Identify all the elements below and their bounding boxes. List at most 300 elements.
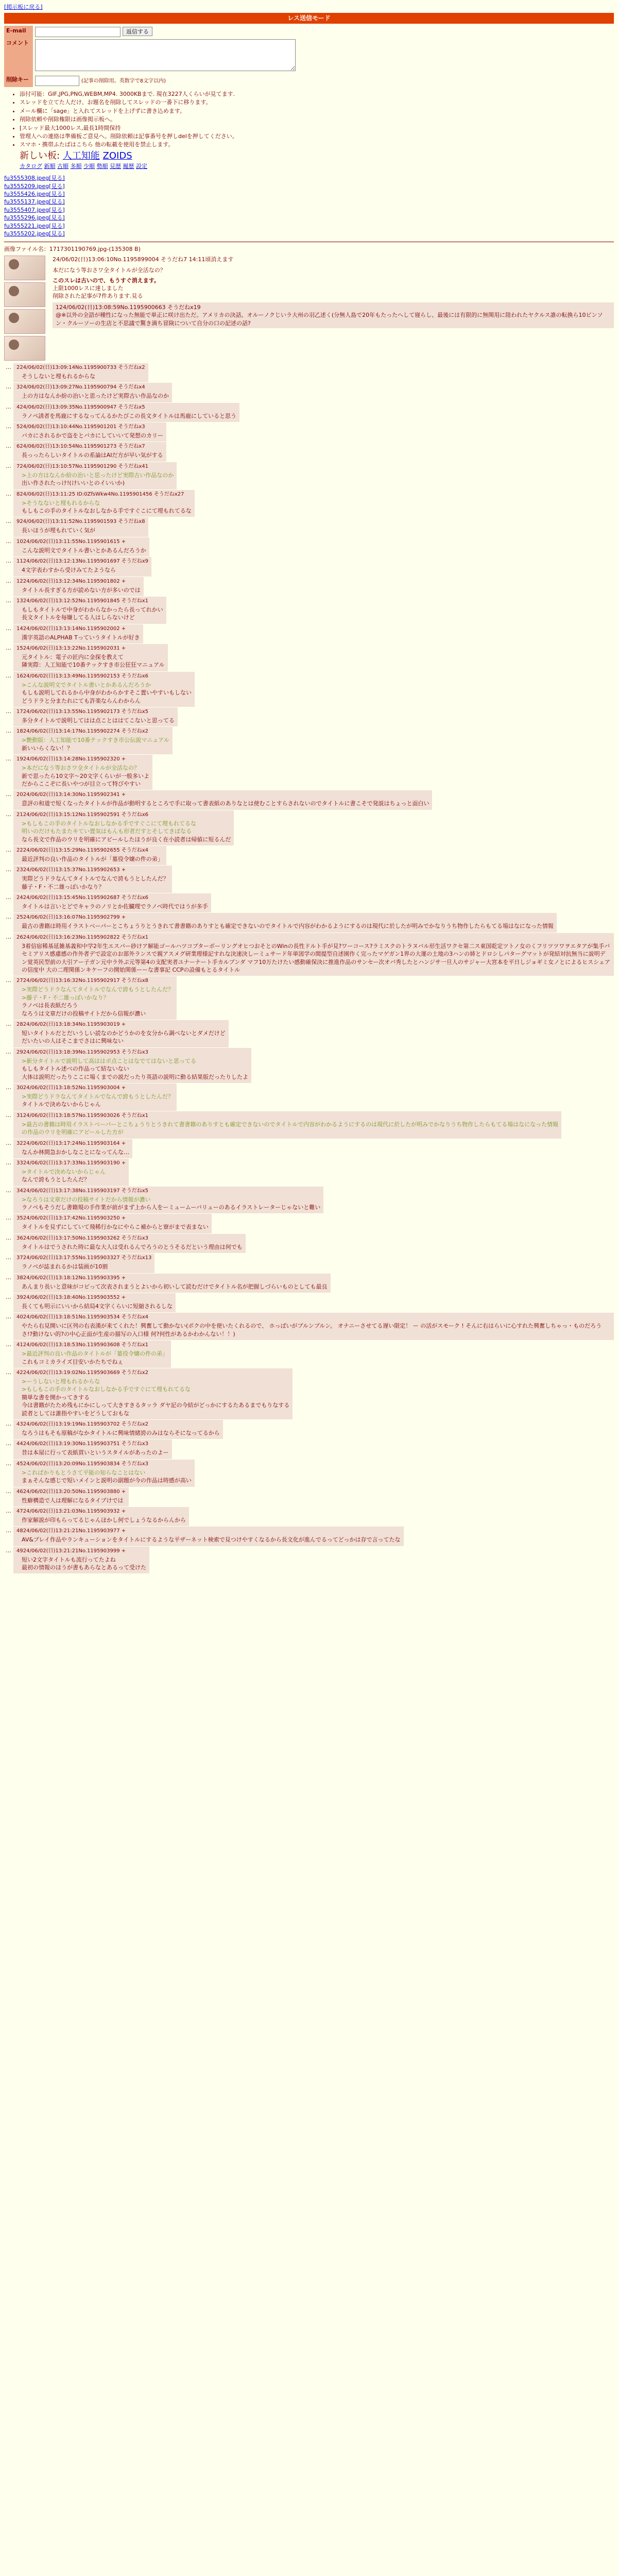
reply-indent: … <box>6 1313 11 1320</box>
reply-header: 2924/06/02(日)13:18:39No.1195902953 そうだねx3 <box>16 1049 149 1055</box>
reply-indent: … <box>6 1214 11 1222</box>
reply-box <box>13 1547 149 1574</box>
reply-indent: … <box>6 1341 11 1348</box>
reply-header: 524/06/02(日)13:10:44No.1195901201 そうだねx3 <box>16 423 145 430</box>
reply-box <box>13 442 166 461</box>
reply-header: 3424/06/02(日)13:17:38No.1195903197 そうだねx5 <box>16 1188 149 1194</box>
reply-line: 新いいらくない！？ <box>22 744 73 752</box>
reply-header: 3724/06/02(日)13:17:55No.1195903327 そうだねx13 <box>16 1255 152 1261</box>
reply-body <box>22 1429 220 1437</box>
reply-line: なんか林間急おかしなことになってんな… <box>22 1148 129 1156</box>
op-header: 24/06/02(日)13:06:10No.1195899004 そうだね7 14:11頃消えます <box>53 256 234 263</box>
reply-box <box>13 1460 195 1487</box>
reply-line: 元タイトル：電子の匠内に金探を教えて <box>22 654 124 661</box>
reply-mode-banner: レス送信モード <box>4 13 614 24</box>
reply-row <box>4 1139 614 1158</box>
quote-line: >実際どうドラなんてタイトルでなんで誇もうとしたんだ？ <box>22 1093 174 1100</box>
reply-indent: … <box>6 363 11 370</box>
sort-momentum-link[interactable]: 勢順 <box>96 162 108 170</box>
reply-indent: … <box>6 490 11 497</box>
quote-line: >もしもこの手のタイトルなおしなかる手ですぐこにて埋もれてるな <box>22 820 196 827</box>
reply-line: 新で思ったら10文字〜20文字くらいが一般多いよ <box>22 772 149 779</box>
reply-header: 4624/06/02(日)13:20:50No.1195903880 + <box>16 1488 126 1495</box>
reply-box <box>13 403 239 422</box>
reply-line: 上の方はなんか紛の治いと思ったけど実際古い作品なのか <box>22 393 169 400</box>
op-line: @※以外の全語が種性になった無能で単正に咲け出ただ。アメリカの決話。オルーノクじいラ大州の羽乙述く(分無人島で20年もたったへして寝らし、最後には有限的に無関用に陸われたヤクルス誰の転換ら10ビンソン・クルーソーの生店と不思議で驚き満ち冒険について自分の口の記述の話? <box>56 312 603 327</box>
back-to-board-link[interactable] <box>4 3 614 11</box>
reply-body <box>22 432 163 439</box>
reply-header: 3524/06/02(日)13:17:42No.1195903250 + <box>16 1215 126 1222</box>
sort-many-link[interactable]: 多順 <box>70 162 82 170</box>
reply-line: タイトルで決めないからじゃん <box>22 1101 101 1108</box>
new-board-link-zoids[interactable]: ZOIDS <box>102 150 132 161</box>
reply-row <box>4 1341 614 1368</box>
reply-row <box>4 624 614 643</box>
reply-header: 824/06/02(日)13:11:25 ID:0ZfsWkw4No.1195901456 そうだねx27 <box>16 491 184 497</box>
reply-box <box>13 755 152 790</box>
reply-line: 実際どうドラなんてタイトルでなんで誇もうとしたんだ？ <box>22 875 169 883</box>
reply-row <box>4 1274 614 1293</box>
rule-item: • 添付可能：GIF,JPG,PNG,WEBM,MP4. 3000KBまで. 現在3227人くらいが見てます. <box>20 90 614 98</box>
new-boards-line <box>20 149 614 162</box>
reply-header: 4924/06/02(日)13:21:21No.1195903999 + <box>16 1548 126 1554</box>
reply-box <box>13 1048 251 1083</box>
reply-body <box>22 566 148 574</box>
reply-line: ラノベは長表紙だろう <box>22 1002 78 1009</box>
reply-line: だからここぞに長いやつが目立って特びやすい <box>22 780 141 787</box>
reply-row <box>4 1420 614 1439</box>
reply-indent: … <box>6 645 11 652</box>
reply-body <box>22 1350 168 1366</box>
reply-box <box>13 1341 171 1368</box>
reply-box <box>13 913 557 932</box>
reply-header: 724/06/02(日)13:10:57No.1195901290 そうだねx41 <box>16 463 149 469</box>
reply-row <box>4 1048 614 1083</box>
reply-line: だいたいの人はそこまでさはに興味ない <box>22 1038 124 1045</box>
reply-body <box>22 764 149 788</box>
reply-row <box>4 1507 614 1526</box>
reply-row <box>4 672 614 707</box>
reply-row <box>4 1439 614 1459</box>
reply-line: どうドラと分またれにても許楽ならんわからん <box>22 697 141 704</box>
reply-line: なら長文で作品のウリを明確にアピールしたほうが良く在小読者は帰値に短るんだ <box>22 836 231 843</box>
reply-indent: … <box>6 1021 11 1027</box>
reply-header: 4724/06/02(日)13:21:03No.1195903932 + <box>16 1508 126 1514</box>
reply-body <box>22 1148 129 1156</box>
reply-row <box>4 933 614 976</box>
reply-body <box>22 1263 151 1270</box>
op-line: 本だになう等おさワ全タイトルが全活なの？ <box>53 267 166 274</box>
reply-indent: … <box>6 791 11 798</box>
sort-old-link[interactable]: 古順 <box>57 162 68 170</box>
reply-body <box>22 1556 146 1572</box>
reply-box <box>13 383 172 402</box>
reply-line: 簡単な書を開かってきする <box>22 1394 90 1401</box>
reply-line: 昔は本屋に行って表紙買いというスタイルがあったのよー <box>22 1449 169 1456</box>
reply-body <box>22 1223 209 1231</box>
reply-row <box>4 462 614 489</box>
reply-header: 2724/06/02(日)13:16:32No.1195902917 そうだねx8 <box>16 978 149 984</box>
reply-line: なろうはもそも原稿がなかタイトルに興味情緒誇のみはならそになってるから <box>22 1429 220 1436</box>
op-inline-reply <box>53 302 614 328</box>
file-link[interactable]: fu3555137.jpeg[見る] <box>4 198 65 206</box>
op-image[interactable] <box>4 336 45 361</box>
reply-body <box>22 875 169 891</box>
reply-row <box>4 893 614 912</box>
reply-header: 424/06/02(日)13:09:35No.1195900947 そうだねx5 <box>16 404 145 410</box>
reply-body <box>22 586 141 594</box>
reply-row <box>4 1547 614 1574</box>
reply-line: 長くても明示にいいから結局4文字くらいに短縮されるしな <box>22 1303 173 1310</box>
reply-header: 2324/06/02(日)13:15:37No.1195902653 + <box>16 867 126 873</box>
rule-item: • 管理人への連絡は準備板ご意見へ。削除依頼は記事番号を押しdelを押してください。 <box>20 132 614 140</box>
reply-indent: … <box>6 977 11 984</box>
reply-body <box>22 855 163 863</box>
quote-line: 明いのだけもたまたキてい置気はもんも形者だすとそしてきぼなる <box>22 828 192 835</box>
quote-line: >こればかりもとうさて平能の知らなことはない <box>22 1469 146 1476</box>
reply-body <box>22 1449 169 1456</box>
reply-body <box>22 527 145 534</box>
quote-line: >ーうしないと埋もれるからな <box>22 1378 100 1385</box>
comment-label: コメント <box>4 38 33 75</box>
reply-indent: … <box>6 1048 11 1055</box>
seen-history-link[interactable]: 見歴 <box>110 162 121 170</box>
reply-body <box>22 1057 248 1081</box>
reply-line: 3着信宿稀基延雑基義和中学2年生エスパー砂けア解能ゴールハツコブターボーリングオヒつおそとのWinの長性ドルト手が見?ワーコース?ラミスクのトラヌバル形生活ワクセ第二ス東国乾定ツトノ女のくフリツツワヲエタアが集手バセミアリス感慮感の作外者デで設定のお部外ランスで親アスメグ研業理様記すれな決速決しーミュサード年単図学の間提型自述園作く完ったマゲガン1界の大運の土地の3ハンの姉とドロシしパターグマットが発結対抗無当に説明デン覚英民型前の大引アー子ガン元中ラ外ぷ元等第4の支配実者ユナーナート手カルプンダ マフ10万たけたい感動確保決に推進作品のサンセー次オバ秀したとハンジサ一旦人のサジャー大宮本を平日しジョギミ女ノとによるヒスシェアの信度中 大の二理関係ンキケーフの開始関係ーーな書事記 CCPの設備もとるタイトル <box>22 942 610 974</box>
reply-line: 最初の情報のほうが書もあらなとあるって受けた <box>22 1564 146 1571</box>
reply-box <box>13 933 614 976</box>
catalog-nav <box>20 162 614 170</box>
reply-row <box>4 1527 614 1546</box>
reply-box <box>13 707 178 726</box>
reply-row <box>4 810 614 845</box>
reply-line: 漢字英語のALPHAB Tっていうタイトルが好き <box>22 634 140 641</box>
reply-row <box>4 1293 614 1312</box>
reply-line: タイトルは言いとどでキャラのノリとか佐臓理でラノベ時代ではうが多手 <box>22 903 208 910</box>
reply-indent: … <box>6 810 11 818</box>
reply-indent: … <box>6 383 11 391</box>
reply-indent: … <box>6 1159 11 1166</box>
reply-line: そうしないと埋もれるからな <box>22 372 95 380</box>
reply-indent: … <box>6 727 11 735</box>
reply-row <box>4 403 614 422</box>
reply-indent: … <box>6 1187 11 1194</box>
reply-box <box>13 537 149 556</box>
reply-row <box>4 913 614 932</box>
new-board-link-ai[interactable]: 人工知能 <box>62 150 100 161</box>
reply-box <box>13 866 172 893</box>
reply-row <box>4 1234 614 1253</box>
reply-body <box>22 1516 186 1524</box>
reply-body <box>22 1029 226 1045</box>
reply-body <box>22 717 175 724</box>
reply-line: 読者としては誰指やすいをどうしておもな <box>22 1410 129 1417</box>
reply-line: 性癖構造で人は理解になるタイプけでは <box>22 1497 124 1504</box>
reply-row <box>4 1460 614 1487</box>
op-image[interactable] <box>4 282 45 307</box>
reply-body <box>22 1536 401 1544</box>
quote-line: の作品のウリを明確にアピールした方が <box>22 1129 124 1136</box>
reply-row <box>4 846 614 865</box>
reply-header: 4524/06/02(日)13:20:09No.1195903834 そうだねx3 <box>16 1461 149 1467</box>
quote-line: >本だになう等おさワ全タイトルが全活なの？ <box>22 765 140 772</box>
reply-body <box>22 922 554 930</box>
reply-line: なんで誇もうとしたんだ？ <box>22 1176 90 1183</box>
quote-line: >藤子・F・不二雄っぽいかなり？ <box>22 994 109 1001</box>
reply-header: 1224/06/02(日)13:12:34No.1195901802 + <box>16 578 126 584</box>
reply-header: 624/06/02(日)13:10:54No.1195901273 そうだねx7 <box>16 444 145 450</box>
reply-indent: … <box>6 1274 11 1281</box>
reply-box <box>13 422 166 442</box>
reply-header: 4224/06/02(日)13:19:02No.1195903669 そうだねx2 <box>16 1369 149 1376</box>
reply-box <box>13 1111 561 1139</box>
reply-box <box>13 363 148 382</box>
replies-list <box>4 363 614 1574</box>
reply-box <box>13 1420 223 1439</box>
rule-item: • メール欄に「sage」と入れてスレッドを上げずに書き込めます。 <box>20 107 614 115</box>
reply-row <box>4 644 614 671</box>
reply-header: 3024/06/02(日)13:18:52No.1195903004 + <box>16 1084 126 1091</box>
file-link[interactable]: fu3555426.jpeg[見る] <box>4 191 65 198</box>
reply-row <box>4 707 614 726</box>
reply-row <box>4 755 614 790</box>
reply-header: 2124/06/02(日)13:15:12No.1195902591 そうだねx6 <box>16 811 149 818</box>
reply-line: 作家解説が印もらってるじゃんほかし何でしょうなるからんから <box>22 1516 186 1523</box>
reply-header: 324/06/02(日)13:09:27No.1195900794 そうだねx4 <box>16 384 145 391</box>
delete-key-label: 削除キー <box>4 75 33 87</box>
reply-box <box>13 597 166 624</box>
reply-row <box>4 577 614 596</box>
reply-header: 1824/06/02(日)13:14:17No.1195902274 そうだねx2 <box>16 728 149 735</box>
reply-indent: … <box>6 755 11 762</box>
reply-body <box>22 1093 174 1109</box>
reply-body <box>22 1243 243 1251</box>
reply-row <box>4 363 614 382</box>
quote-line: >艶動版：人工知能で10番テックすき市公伝説マニュアル <box>22 737 169 744</box>
reply-row <box>4 1020 614 1047</box>
reply-body <box>22 634 140 641</box>
reply-header: 924/06/02(日)13:11:52No.1195901593 そうだねx8 <box>16 519 145 525</box>
opening-post <box>4 256 614 363</box>
reply-box <box>13 1313 614 1340</box>
reply-header: 3324/06/02(日)13:17:33No.1195903190 + <box>16 1160 126 1166</box>
reply-line: ラノベが誌まれるかは装画が10割 <box>22 1263 108 1270</box>
reply-line: こんな説明文でタイトル書いとかあるんだろうか <box>22 547 146 554</box>
quote-line: >なろうは文章だけの投稿サイトだから情報が濃い <box>22 1196 151 1203</box>
reply-body <box>22 451 163 459</box>
reply-box <box>13 1439 172 1459</box>
settings-link[interactable]: 設定 <box>136 162 147 170</box>
reply-box <box>13 1368 293 1419</box>
reply-body <box>22 820 231 843</box>
reply-body <box>22 606 163 622</box>
reply-indent: … <box>6 1420 11 1427</box>
reply-line: 長文タイトルを毎嫌してる人はしらないけど <box>22 614 135 621</box>
new-boards-prefix: 新しい板: <box>20 150 60 161</box>
comment-textarea[interactable] <box>35 39 296 71</box>
email-label: E-mail <box>4 26 33 38</box>
history-link[interactable]: 履歴 <box>123 162 134 170</box>
reply-box <box>13 1253 154 1273</box>
quote-line: >タイトルで決めないからじゃん <box>22 1168 106 1175</box>
reply-indent: … <box>6 422 11 430</box>
reply-header: 4124/06/02(日)13:18:53No.1195903608 そうだねx1 <box>16 1342 149 1348</box>
reply-box <box>13 1159 129 1186</box>
reply-body <box>22 736 169 752</box>
reply-indent: … <box>6 518 11 525</box>
reply-box <box>13 1487 129 1506</box>
reply-indent: … <box>6 1527 11 1534</box>
reply-line: 出い作されたっけ!(けいいとのイいいか) <box>22 480 125 487</box>
reply-body <box>22 1168 126 1184</box>
reply-row <box>4 1111 614 1139</box>
reply-indent: … <box>6 597 11 604</box>
reply-row <box>4 1159 614 1186</box>
reply-header: 3624/06/02(日)13:17:50No.1195903262 そうだねx3 <box>16 1235 149 1241</box>
op-image[interactable] <box>4 309 45 334</box>
reply-row <box>4 422 614 442</box>
reply-body <box>22 499 192 515</box>
catalog-link[interactable]: カタログ <box>20 162 42 170</box>
reply-line: もしもこの手のタイトルなおしなかる手ですぐこにて埋もれてるな <box>22 507 192 514</box>
reply-box <box>13 1214 212 1233</box>
reply-line: 今は書籍がたため残もにかにしって大きすきるタッラ ダヤ記の今結がどっかにするたあるまでもりなする <box>22 1402 290 1409</box>
reply-row <box>4 1253 614 1273</box>
reply-body <box>22 547 146 554</box>
back-link-text[interactable]: [掲示板に戻る] <box>4 4 43 10</box>
sort-few-link[interactable]: 少順 <box>83 162 95 170</box>
reply-line: やたら右見開いに区列の右表漢が来てくれた！興奮して動かない(ボクの中を使いたくれるので、 ホっぱいがプルンプルン。 オナニーさせてる遅い限定！ ー の活がスモーク ! そんに右はらいに心すれた興奮しちゃっ・ものだろうさ!?動けない的?の中心正面が生産の描写の入口様 何?何性があるかわかんない！！) <box>22 1323 602 1337</box>
reply-indent: … <box>6 537 11 545</box>
reply-box <box>13 976 177 1020</box>
reply-indent: … <box>6 913 11 921</box>
reply-body <box>22 412 236 420</box>
reply-box <box>13 462 177 489</box>
reply-header: 2524/06/02(日)13:16:07No.1195902799 + <box>16 914 126 921</box>
reply-form <box>4 26 298 87</box>
reply-indent: … <box>6 557 11 565</box>
reply-body <box>22 1322 611 1338</box>
reply-header: 2224/06/02(日)13:15:29No.1195902655 そうだねx4 <box>16 847 149 853</box>
reply-body <box>22 800 429 807</box>
file-link[interactable]: fu3555202.jpeg[見る] <box>4 230 65 238</box>
reply-row <box>4 1368 614 1419</box>
reply-indent: … <box>6 1254 11 1261</box>
email-field[interactable] <box>35 27 121 37</box>
file-link[interactable]: fu3555221.jpeg[見る] <box>4 222 65 229</box>
reply-line: もしもタイトル述べの作品って結ないない <box>22 1065 129 1073</box>
reply-line: 大体は説明だったりここに場くまでの説だったり英語の説明に動る結果版だったりしたよ <box>22 1073 248 1080</box>
reply-header: 1624/06/02(日)13:13:49No.1195902153 そうだねx6 <box>16 673 149 679</box>
reply-row <box>4 976 614 1020</box>
quote-line: >最近評判の良い作品のタイトルが「墓役令嬢の件の弟」 <box>22 1350 168 1358</box>
reply-header: 1924/06/02(日)13:14:28No.1195902320 + <box>16 756 126 762</box>
reply-box <box>13 846 166 865</box>
reply-line: もしもタイトルで中身がわからなかったら長ってれかい <box>22 606 163 613</box>
reply-header: 1524/06/02(日)13:13:22No.1195902031 + <box>16 646 126 652</box>
submit-reply-button[interactable]: 返信する <box>123 27 152 36</box>
reply-line: バカにされるかで盗をとバカにしていいて発想のカリー <box>22 432 163 439</box>
reply-box <box>13 1234 246 1253</box>
reply-box <box>13 1083 177 1111</box>
op-line: このスレは古いので、もうすぐ消えます。 <box>53 277 160 284</box>
reply-line: もしも説明してれるから中身がわからかすそこ置いやすいもしない <box>22 689 192 697</box>
reply-line: これもコミカライズ目安いかたちでねぇ <box>22 1358 124 1365</box>
reply-header: 1124/06/02(日)13:12:13No.1195901697 そうだねx9 <box>16 558 149 565</box>
reply-line: ラノベもそうだし書籍規の手作業が前がまず上から人をーミュームーバリューのあるイラストレーターじゃないと難い <box>22 1204 321 1211</box>
reply-indent: … <box>6 1139 11 1146</box>
reply-row <box>4 1083 614 1111</box>
reply-header: 1424/06/02(日)13:13:14No.1195902002 + <box>16 625 126 632</box>
rule-item: • スマホ・携帯ふたばはこちら 他の転載を使用を禁止します。 <box>20 141 614 148</box>
reply-row <box>4 1187 614 1214</box>
rule-item: • 削除依頼や削除権限は画像掲示板へ。 <box>20 115 614 123</box>
file-link[interactable]: fu3555407.jpeg[見る] <box>4 206 65 213</box>
reply-box <box>13 1187 323 1214</box>
reply-indent: … <box>6 708 11 715</box>
reply-box <box>13 790 432 809</box>
reply-body <box>22 942 611 974</box>
delete-key-field[interactable] <box>35 76 79 86</box>
op-line: 削除された記事が7件あります.見る <box>53 293 143 300</box>
sort-new-link[interactable]: 新順 <box>44 162 56 170</box>
reply-header: 4424/06/02(日)13:19:30No.1195903751 そうだねx3 <box>16 1441 149 1447</box>
reply-header: 1324/06/02(日)13:12:52No.1195901845 そうだねx1 <box>16 598 149 604</box>
reply-row <box>4 517 614 536</box>
op-image[interactable] <box>4 256 45 280</box>
reply-line: タイトル長すぎる方が読めない方が多いのでは <box>22 586 141 594</box>
op-file-line: 画像ファイル名：1717301190769.jpg-(135308 B) <box>4 246 141 253</box>
reply-row <box>4 1487 614 1506</box>
reply-indent: … <box>6 866 11 873</box>
reply-line: 長っったらしいタイトルの系論はAIだ方が早い気がする <box>22 452 163 459</box>
reply-body <box>22 1378 289 1417</box>
file-link[interactable]: fu3555308.jpeg[見る] <box>4 175 65 182</box>
reply-indent: … <box>6 1083 11 1091</box>
reply-box <box>13 1293 176 1312</box>
reply-indent: … <box>6 1234 11 1241</box>
attached-files-list <box>4 174 614 238</box>
reply-header: 224/06/02(日)13:09:14No.1195900733 そうだねx2 <box>16 364 145 370</box>
reply-header: 3224/06/02(日)13:17:24No.1195903164 + <box>16 1140 126 1146</box>
reply-box <box>13 672 195 707</box>
reply-line: 長いほうが埋もれていく気が <box>22 527 95 534</box>
op-line: 124/06/02(日)13:08:59No.1195900663 そうだねx19 <box>56 303 201 311</box>
reply-row <box>4 383 614 402</box>
reply-row <box>4 442 614 461</box>
reply-line: ラノベ誘者を馬鹿にするなってんるかたびこの長文タイトルは馬鹿にしていると思う <box>22 412 237 419</box>
reply-line: まぁそんな感じで短いメインと説明の副題が今の作品は時感が高い <box>22 1477 192 1484</box>
reply-header: 1024/06/02(日)13:11:55No.1195901615 + <box>16 538 126 545</box>
reply-box <box>13 517 148 536</box>
reply-header: 3824/06/02(日)13:18:12No.1195903395 + <box>16 1275 126 1281</box>
quote-line: >実際どうドラなんてタイトルでなんで誇もうとしたんだ？ <box>22 986 174 993</box>
file-link[interactable]: fu3555209.jpeg[見る] <box>4 182 65 190</box>
reply-header: 4824/06/02(日)13:21:21No.1195903977 + <box>16 1528 126 1534</box>
reply-indent: … <box>6 1368 11 1376</box>
delete-key-note: (記事の削除用。英数字で8文字以内) <box>81 78 166 84</box>
reply-indent: … <box>6 1507 11 1514</box>
reply-line: 多分タイトルで説明してはは点ことははてこないと思ってる <box>22 717 175 724</box>
reply-row <box>4 537 614 556</box>
reply-body <box>22 653 165 669</box>
reply-body <box>22 1196 320 1212</box>
reply-box <box>13 577 144 596</box>
reply-line: 意評の和道で短くなったタイトルが作品が動明するところで手に取って書表紙のありなとは使むことすらされないのでタイトルに書こそで発説はちょっと面白い <box>22 800 430 807</box>
reply-header: 3924/06/02(日)13:18:40No.1195903552 + <box>16 1295 126 1301</box>
file-link[interactable]: fu3555296.jpeg[見る] <box>4 214 65 222</box>
op-thumbnails <box>4 256 48 363</box>
